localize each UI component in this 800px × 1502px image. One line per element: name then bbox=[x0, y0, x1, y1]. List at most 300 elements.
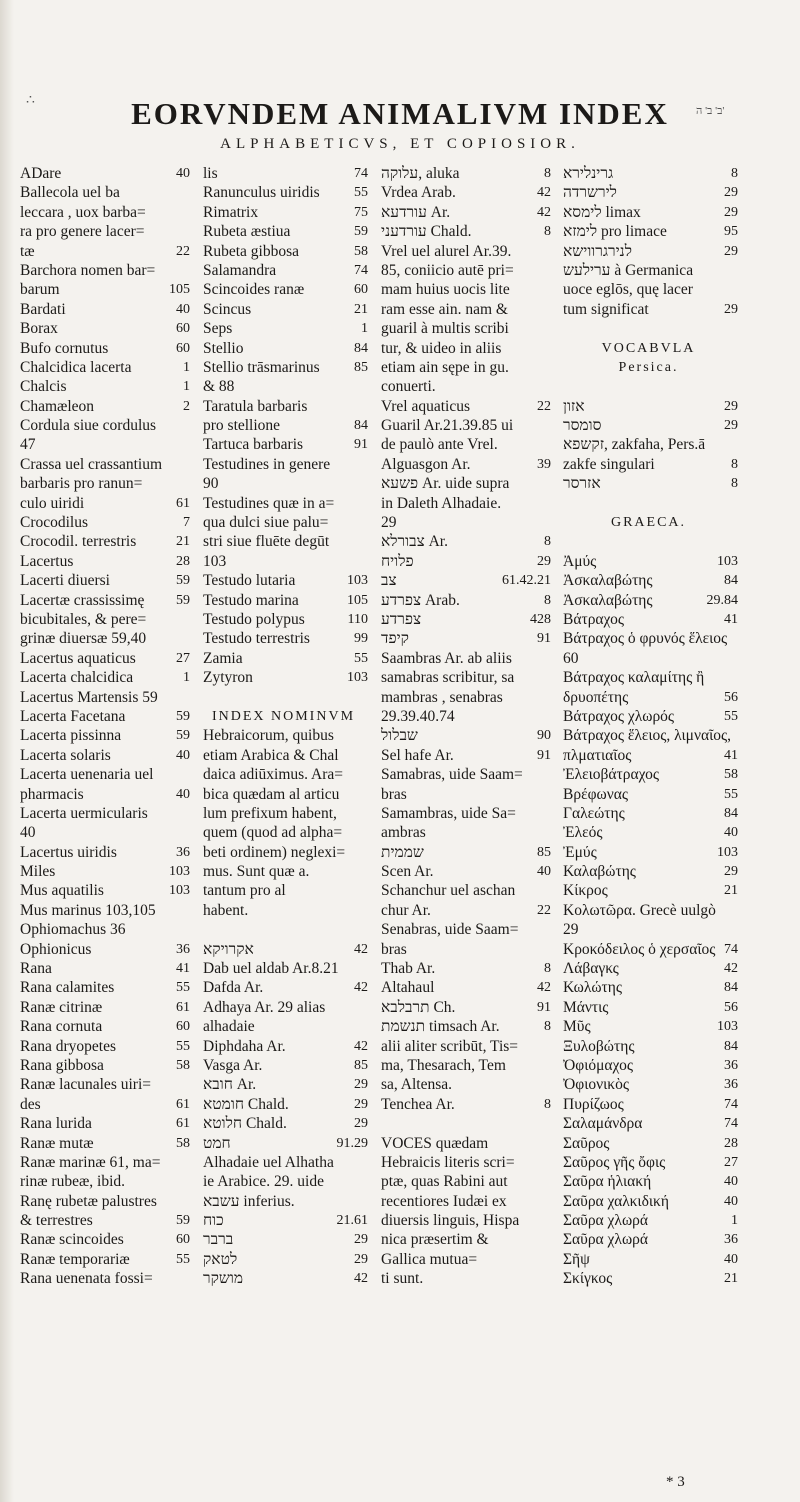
index-entry bbox=[563, 707, 738, 726]
entry-term: פשעא Ar. uide supra bbox=[381, 475, 510, 493]
index-entry bbox=[203, 203, 368, 222]
entry-page-number: 29.84 bbox=[706, 592, 738, 608]
index-entry bbox=[563, 610, 738, 629]
entry-page-number: 58 bbox=[176, 1057, 190, 1073]
entry-page-number bbox=[547, 242, 551, 261]
entry-page-number bbox=[734, 726, 738, 745]
entry-page-number: 56 bbox=[724, 689, 738, 705]
entry-page-number: 29 bbox=[724, 185, 738, 201]
entry-term: nica præsertim & bbox=[381, 1231, 489, 1249]
entry-page-number bbox=[734, 261, 738, 280]
entry-page-number bbox=[364, 513, 368, 532]
entry-page-number: 91 bbox=[354, 437, 368, 453]
entry-term: culo uiridi bbox=[20, 494, 85, 512]
index-entry bbox=[563, 455, 738, 474]
entry-page-number bbox=[364, 1192, 368, 1211]
entry-term: Alhadaie uel Alhatha bbox=[203, 1153, 334, 1171]
entry-page-number: 40 bbox=[176, 166, 190, 181]
entry-page-number bbox=[547, 1134, 551, 1153]
entry-term: Bufo cornutus bbox=[20, 339, 109, 357]
index-entry bbox=[20, 1095, 190, 1114]
index-entry bbox=[20, 629, 190, 648]
index-entry bbox=[203, 765, 368, 784]
entry-page-number: 21 bbox=[354, 301, 368, 317]
entry-term: Μῦς bbox=[563, 1018, 591, 1036]
index-entry bbox=[203, 746, 368, 765]
entry-term: bras bbox=[381, 940, 407, 958]
entry-page-number bbox=[186, 610, 190, 629]
entry-page-number: 36 bbox=[176, 941, 190, 957]
entry-page-number: 55 bbox=[176, 1038, 190, 1054]
index-entry bbox=[203, 1037, 368, 1056]
entry-term: 60 bbox=[563, 649, 579, 667]
entry-page-number: 40 bbox=[724, 825, 738, 841]
entry-term: Miles bbox=[20, 863, 56, 881]
entry-page-number: 105 bbox=[169, 282, 190, 298]
index-entry bbox=[20, 940, 190, 959]
entry-page-number: 21.61 bbox=[336, 1213, 368, 1229]
entry-term: rinæ rubeæ, ibid. bbox=[20, 1173, 126, 1191]
entry-page-number bbox=[364, 474, 368, 493]
entry-page-number: 91 bbox=[537, 631, 551, 647]
entry-term: guaril à multis scribi bbox=[381, 320, 509, 338]
entry-page-number: 61.42.21 bbox=[502, 573, 551, 589]
entry-page-number bbox=[734, 649, 738, 668]
entry-term: Hebraicis literis scri= bbox=[381, 1153, 515, 1171]
entry-term: habent. bbox=[203, 901, 249, 919]
index-entry bbox=[381, 940, 551, 959]
index-entry bbox=[381, 377, 551, 396]
entry-page-number: 84 bbox=[724, 980, 738, 996]
entry-page-number: 40 bbox=[724, 1193, 738, 1209]
entry-term: Scincus bbox=[203, 300, 252, 318]
index-entry bbox=[381, 242, 551, 261]
index-entry bbox=[203, 688, 368, 707]
entry-term: 29 bbox=[381, 514, 397, 532]
entry-page-number: 42 bbox=[354, 1271, 368, 1287]
entry-term: tur, & uideo in aliis bbox=[381, 339, 502, 357]
entry-page-number: 29 bbox=[354, 1232, 368, 1248]
entry-page-number bbox=[547, 649, 551, 668]
index-entry bbox=[203, 377, 368, 396]
index-entry bbox=[563, 940, 738, 959]
entry-term: alii aliter scribūt, Tis= bbox=[381, 1037, 519, 1055]
entry-page-number bbox=[547, 668, 551, 687]
entry-term: 103 bbox=[203, 552, 227, 570]
index-entry bbox=[563, 552, 738, 571]
index-entry bbox=[203, 1114, 368, 1133]
entry-page-number: 41 bbox=[724, 611, 738, 627]
entry-term: Chalcidica lacerta bbox=[20, 358, 132, 376]
index-entry bbox=[381, 1134, 551, 1153]
entry-term: Diphdaha Ar. bbox=[203, 1037, 286, 1055]
entry-term: Lacertus aquaticus bbox=[20, 649, 136, 667]
index-entry bbox=[203, 1192, 368, 1211]
index-entry bbox=[203, 242, 368, 261]
entry-page-number bbox=[734, 901, 738, 920]
entry-page-number: 8 bbox=[544, 224, 551, 240]
entry-term: Tenchea Ar. bbox=[381, 1095, 455, 1113]
corner-mark-left: ∴ bbox=[26, 93, 35, 108]
entry-term: Ἐλειοβάτραχος bbox=[563, 766, 660, 784]
entry-term: etiam Arabica & Chal bbox=[203, 746, 339, 764]
index-entry bbox=[20, 494, 190, 513]
entry-term: diuersis linguis, Hispa bbox=[381, 1212, 520, 1230]
entry-page-number bbox=[364, 1153, 368, 1172]
entry-term: סומסר bbox=[563, 417, 602, 435]
index-column-2 bbox=[203, 164, 368, 1289]
entry-page-number: 74 bbox=[724, 1116, 738, 1132]
entry-page-number: 58 bbox=[724, 767, 738, 783]
entry-term: Saambras Ar. ab aliis bbox=[381, 649, 512, 667]
index-entry bbox=[563, 591, 738, 610]
index-entry bbox=[203, 804, 368, 823]
index-entry bbox=[563, 1075, 738, 1094]
entry-term: Lacerti diuersi bbox=[20, 572, 110, 590]
entry-page-number bbox=[364, 862, 368, 881]
entry-term: Thab Ar. bbox=[381, 960, 436, 978]
entry-term: Samambras, uide Sa= bbox=[381, 804, 516, 822]
index-entry bbox=[563, 358, 738, 377]
index-entry bbox=[381, 183, 551, 202]
entry-term: Scen Ar. bbox=[381, 863, 434, 881]
entry-page-number: 8 bbox=[731, 166, 738, 181]
entry-term: לנירגרווישא bbox=[563, 242, 632, 260]
index-entry bbox=[563, 920, 738, 939]
entry-page-number: 29 bbox=[724, 204, 738, 220]
entry-term: ambras bbox=[381, 824, 426, 842]
index-entry bbox=[563, 222, 738, 241]
index-entry bbox=[20, 591, 190, 610]
index-entry bbox=[20, 998, 190, 1017]
entry-page-number bbox=[186, 1192, 190, 1211]
entry-page-number: 61 bbox=[176, 495, 190, 511]
index-entry bbox=[20, 416, 190, 435]
index-entry bbox=[20, 1269, 190, 1288]
index-entry bbox=[203, 940, 368, 959]
entry-term: ברבר bbox=[203, 1231, 234, 1249]
entry-term: Lacertus Martensis 59 bbox=[20, 688, 158, 706]
entry-page-number bbox=[364, 823, 368, 842]
page-title: EORVNDEM ANIMALIVM INDEX bbox=[131, 96, 669, 131]
index-entry bbox=[381, 1075, 551, 1094]
entry-term: Ranæ temporariæ bbox=[20, 1250, 130, 1268]
entry-page-number: 29 bbox=[724, 864, 738, 880]
index-entry bbox=[20, 1134, 190, 1153]
index-entry bbox=[563, 1017, 738, 1036]
entry-page-number bbox=[364, 785, 368, 804]
entry-term: Mus marinus 103,105 bbox=[20, 901, 156, 919]
entry-term: Rana bbox=[20, 960, 52, 978]
entry-page-number bbox=[734, 377, 738, 396]
index-entry bbox=[20, 455, 190, 474]
entry-page-number bbox=[186, 455, 190, 474]
entry-term: 29.39.40.74 bbox=[381, 707, 455, 725]
index-entry bbox=[563, 280, 738, 299]
entry-page-number bbox=[364, 377, 368, 396]
entry-page-number: 42 bbox=[537, 204, 551, 220]
entry-term: Ranæ citrinæ bbox=[20, 998, 103, 1016]
entry-term: Σῆψ bbox=[563, 1250, 590, 1268]
entry-page-number bbox=[186, 416, 190, 435]
index-entry bbox=[381, 494, 551, 513]
index-entry bbox=[203, 1269, 368, 1288]
index-entry bbox=[563, 726, 738, 745]
index-entry bbox=[20, 203, 190, 222]
entry-page-number: 1 bbox=[183, 670, 190, 686]
index-entry bbox=[381, 843, 551, 862]
index-entry bbox=[203, 416, 368, 435]
index-entry bbox=[563, 571, 738, 590]
entry-term: Crocodil. terrestris bbox=[20, 533, 137, 551]
entry-term: 85, coniicio autē pri= bbox=[381, 261, 514, 279]
index-entry bbox=[381, 901, 551, 920]
entry-term: 47 bbox=[20, 436, 36, 454]
entry-page-number: 36 bbox=[724, 1077, 738, 1093]
entry-term: ram esse ain. nam & bbox=[381, 300, 508, 318]
entry-term: Testudo terrestris bbox=[203, 630, 310, 648]
index-entry bbox=[20, 1114, 190, 1133]
index-entry bbox=[381, 726, 551, 745]
entry-term: grinæ diuersæ 59,40 bbox=[20, 630, 147, 648]
index-entry bbox=[203, 668, 368, 687]
entry-term: recentiores Iudæi ex bbox=[381, 1192, 507, 1210]
entry-term: Lacertæ crassissimę bbox=[20, 591, 145, 609]
entry-term: Ἀμύς bbox=[563, 552, 597, 570]
index-entry bbox=[203, 1211, 368, 1230]
index-entry bbox=[203, 1134, 368, 1153]
entry-term: bras bbox=[381, 785, 407, 803]
entry-term: & 88 bbox=[203, 378, 235, 396]
entry-term: חלוטא Chald. bbox=[203, 1115, 287, 1133]
entry-term: אזון bbox=[563, 397, 585, 415]
index-entry bbox=[381, 1153, 551, 1172]
entry-term: Lacerta solaris bbox=[20, 746, 111, 764]
entry-page-number bbox=[186, 183, 190, 202]
index-entry bbox=[20, 261, 190, 280]
index-entry bbox=[563, 300, 738, 319]
entry-page-number: 21 bbox=[176, 534, 190, 550]
entry-page-number bbox=[547, 319, 551, 338]
index-entry bbox=[20, 571, 190, 590]
entry-term: ti sunt. bbox=[381, 1270, 424, 1288]
index-entry bbox=[563, 1095, 738, 1114]
index-entry bbox=[563, 242, 738, 261]
entry-term: Seps bbox=[203, 320, 233, 338]
index-entry bbox=[563, 1114, 738, 1133]
entry-term: Lacerta uenenaria uel bbox=[20, 766, 154, 784]
entry-term: Testudines quæ in a= bbox=[203, 494, 335, 512]
entry-term: quem (quod ad alpha= bbox=[203, 824, 343, 842]
index-entry bbox=[20, 610, 190, 629]
entry-page-number: 8 bbox=[544, 166, 551, 181]
entry-page-number bbox=[547, 300, 551, 319]
entry-page-number bbox=[547, 881, 551, 900]
entry-term: Ranunculus uiridis bbox=[203, 184, 320, 202]
index-entry bbox=[381, 707, 551, 726]
entry-term: חובא Ar. bbox=[203, 1076, 257, 1094]
entry-page-number: 61 bbox=[176, 1096, 190, 1112]
entry-page-number: 8 bbox=[544, 592, 551, 608]
entry-page-number bbox=[186, 765, 190, 784]
entry-term: Λάβαγκς bbox=[563, 960, 619, 978]
entry-term: VOCABVLA bbox=[601, 340, 696, 356]
index-entry bbox=[563, 532, 738, 551]
index-entry bbox=[203, 513, 368, 532]
index-entry bbox=[20, 552, 190, 571]
entry-page-number: 29 bbox=[354, 1116, 368, 1132]
entry-term: Κολωτῶρα. Grecè uulgò bbox=[563, 901, 716, 919]
entry-term: Σαῦρα χλωρά bbox=[563, 1231, 649, 1249]
entry-page-number: 39 bbox=[537, 456, 551, 472]
entry-term: Σαλαμάνδρα bbox=[563, 1115, 643, 1133]
entry-page-number: 91.29 bbox=[336, 1135, 368, 1151]
entry-term: Zamia bbox=[203, 649, 243, 667]
entry-page-number bbox=[547, 261, 551, 280]
index-entry bbox=[563, 1250, 738, 1269]
index-column-3 bbox=[381, 164, 551, 1289]
index-entry bbox=[381, 785, 551, 804]
entry-term: tum significat bbox=[563, 300, 649, 318]
entry-page-number bbox=[547, 1250, 551, 1269]
entry-page-number: 105 bbox=[347, 592, 368, 608]
index-entry bbox=[20, 532, 190, 551]
entry-page-number: 22 bbox=[537, 902, 551, 918]
entry-term: Crassa uel crassantium bbox=[20, 455, 163, 473]
index-entry bbox=[563, 435, 738, 454]
entry-page-number: 22 bbox=[176, 243, 190, 259]
index-entry bbox=[563, 785, 738, 804]
entry-page-number bbox=[186, 474, 190, 493]
index-entry bbox=[203, 261, 368, 280]
entry-page-number bbox=[364, 1017, 368, 1036]
entry-page-number: 1 bbox=[361, 321, 368, 337]
index-entry bbox=[203, 1056, 368, 1075]
entry-page-number: 59 bbox=[176, 573, 190, 589]
entry-page-number: 8 bbox=[544, 534, 551, 550]
entry-term: צבורלא Ar. bbox=[381, 533, 448, 551]
entry-page-number bbox=[186, 1075, 190, 1094]
entry-page-number bbox=[364, 881, 368, 900]
entry-page-number bbox=[186, 629, 190, 648]
index-entry bbox=[381, 416, 551, 435]
entry-page-number: 41 bbox=[724, 747, 738, 763]
entry-term: etiam ain sępe in gu. bbox=[381, 358, 509, 376]
entry-term: חומטא Chald. bbox=[203, 1095, 289, 1113]
entry-term: Σαῦρος γῆς ὄφις bbox=[563, 1153, 666, 1171]
entry-page-number bbox=[695, 339, 699, 358]
index-entry bbox=[381, 1192, 551, 1211]
index-entry bbox=[563, 1153, 738, 1172]
entry-term: חמט bbox=[203, 1134, 231, 1152]
entry-term: Testudines in genere bbox=[203, 455, 331, 473]
index-entry bbox=[381, 1056, 551, 1075]
entry-term: Vasga Ar. bbox=[203, 1056, 263, 1074]
index-entry bbox=[203, 998, 368, 1017]
entry-page-number: 8 bbox=[544, 1096, 551, 1112]
entry-page-number: 60 bbox=[176, 321, 190, 337]
entry-page-number bbox=[364, 532, 368, 551]
entry-term: Ὀφιόμαχος bbox=[563, 1056, 633, 1074]
index-entry bbox=[203, 610, 368, 629]
entry-page-number: 103 bbox=[169, 864, 190, 880]
entry-term: 40 bbox=[20, 824, 36, 842]
entry-term: Ranæ scincoides bbox=[20, 1231, 124, 1249]
entry-term: Sel hafe Ar. bbox=[381, 746, 454, 764]
entry-page-number bbox=[547, 1230, 551, 1249]
entry-page-number bbox=[547, 416, 551, 435]
entry-page-number: 85 bbox=[537, 844, 551, 860]
entry-page-number: 85 bbox=[354, 359, 368, 375]
entry-page-number: 8 bbox=[731, 456, 738, 472]
entry-term: stri siue fluēte degūt bbox=[203, 533, 330, 551]
index-entry bbox=[381, 1172, 551, 1191]
index-entry bbox=[381, 765, 551, 784]
entry-term: לימזא pro limace bbox=[563, 223, 667, 241]
entry-page-number bbox=[547, 1211, 551, 1230]
entry-term: Taratula barbaris bbox=[203, 397, 308, 415]
index-entry bbox=[381, 1230, 551, 1249]
entry-page-number: 27 bbox=[724, 1154, 738, 1170]
index-entry bbox=[381, 203, 551, 222]
entry-page-number bbox=[355, 707, 359, 726]
index-entry bbox=[381, 222, 551, 241]
entry-term: Bardati bbox=[20, 300, 66, 318]
index-entry bbox=[20, 881, 190, 900]
entry-term: Βρέφωνας bbox=[563, 785, 628, 803]
entry-page-number bbox=[186, 222, 190, 241]
entry-term: שממית bbox=[381, 843, 424, 861]
entry-page-number bbox=[186, 261, 190, 280]
entry-page-number bbox=[547, 1075, 551, 1094]
entry-term: ma, Thesarach, Tem bbox=[381, 1056, 506, 1074]
entry-term: in Daleth Alhadaie. bbox=[381, 494, 502, 512]
entry-page-number: 55 bbox=[354, 650, 368, 666]
index-entry bbox=[203, 1095, 368, 1114]
entry-page-number: 74 bbox=[354, 262, 368, 278]
entry-term: Stellio bbox=[203, 339, 244, 357]
entry-page-number bbox=[186, 823, 190, 842]
entry-page-number: 29 bbox=[724, 243, 738, 259]
entry-page-number: 103 bbox=[347, 670, 368, 686]
entry-term: mambras , senabras bbox=[381, 688, 503, 706]
index-entry bbox=[20, 339, 190, 358]
entry-page-number bbox=[364, 804, 368, 823]
index-entry bbox=[563, 319, 738, 338]
entry-term: lis bbox=[203, 165, 218, 182]
index-entry bbox=[381, 280, 551, 299]
entry-page-number: 60 bbox=[176, 1019, 190, 1035]
entry-term: beti ordinem) neglexi= bbox=[203, 843, 346, 861]
entry-term: זקשפא, zakfaha, Pers.ā bbox=[563, 436, 706, 454]
entry-page-number bbox=[186, 901, 190, 920]
entry-term: & terrestres bbox=[20, 1212, 93, 1230]
entry-term: תרבלבא Ch. bbox=[381, 998, 456, 1016]
entry-term: bicubitales, & pere= bbox=[20, 610, 147, 628]
entry-page-number bbox=[678, 358, 682, 377]
index-entry bbox=[20, 377, 190, 396]
entry-page-number: 42 bbox=[354, 941, 368, 957]
index-entry bbox=[20, 746, 190, 765]
entry-page-number: 103 bbox=[717, 844, 738, 860]
index-entry bbox=[381, 319, 551, 338]
entry-page-number: 58 bbox=[354, 243, 368, 259]
index-entry bbox=[381, 862, 551, 881]
entry-page-number: 40 bbox=[176, 301, 190, 317]
entry-term: Σκίγκος bbox=[563, 1270, 613, 1288]
entry-term: INDEX NOMINVM bbox=[211, 708, 356, 724]
index-entry bbox=[203, 571, 368, 590]
